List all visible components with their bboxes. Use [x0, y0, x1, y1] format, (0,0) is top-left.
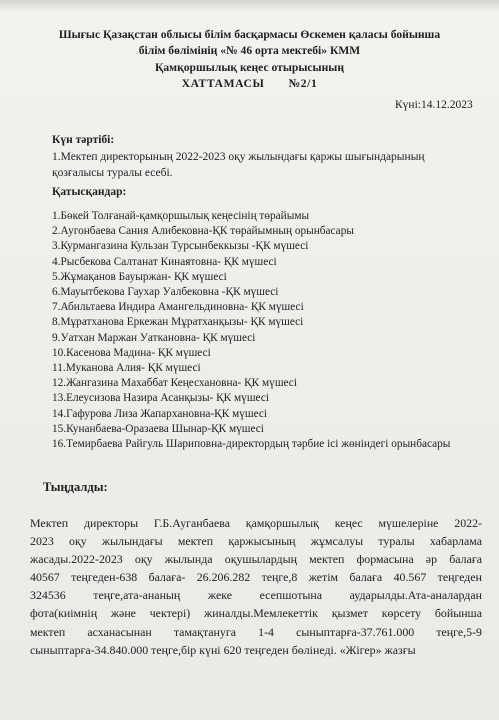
heard-line: Мектеп директоры Г.Б.Ауганбаева қамқоршылық кеңес мүшелеріне 2022- [30, 516, 482, 530]
heard-line: 40567 теңгеден-638 балаға- 26.206.282 теңге,8 жетім балаға 40.567 теңгеден [30, 570, 482, 585]
agenda-item [52, 149, 464, 181]
participant-item: 1.Бөкей Толғанай-қамқоршылық кеңесінің төрайымы [52, 210, 310, 222]
participant-item: 4.Рысбекова Салтанат Кинаятовна- ҚК мүшесі [52, 255, 277, 268]
participant-item: 9.Уатхан Маржан Уаткановна- ҚК мүшесі [52, 331, 256, 344]
participant-item: 5.Жұмақанов Бауыржан- ҚК мүшесі [52, 270, 227, 283]
heard-line: жасады.2022-2023 оқу жылында оқушылардың мектеп формасына әр балаға [30, 552, 482, 567]
agenda-heading: Күн тәртібі: [52, 134, 115, 146]
participant-item: 15.Кунанбаева-Оразаева Шынар-ҚК мүшесі [52, 422, 264, 435]
protocol-title [0, 77, 499, 90]
agenda-item-line: 1.Мектеп директорының 2022-2023 оқу жылындағы қаржы шығындарының [52, 151, 425, 163]
heard-line: 324536 теңге,ата-ананың жеке есепшотына аударылды.Ата-аналардан [30, 588, 482, 603]
participant-item: 10.Касенова Мадина- ҚК мүшесі [52, 346, 211, 359]
heard-paragraph [30, 514, 482, 659]
heard-line: фота(киімнің және чектері) жиналды.Мемлекеттік қызмет көрсету бойынша [30, 606, 482, 621]
participant-item: 16.Темирбаева Райгуль Шариповна-директордың тәрбие ісі жөніндегі орынбасары [52, 438, 451, 451]
heard-line: 2023 оқу жылындағы мектеп қаржысының жұмсалуы туралы хабарлама [30, 534, 482, 549]
participants-heading: Қатысқандар: [52, 186, 127, 198]
agenda-item-line: қозғалысы туралы есебі. [52, 167, 173, 179]
protocol-number: №2/1 [288, 77, 318, 90]
heard-line: мектеп асханасынан тамақтануга 1-4 сыныптарға-37.761.000 теңге,5-9 [30, 624, 482, 639]
participant-item: 7.Абильтаева Индира Амангельдиновна- ҚК мүшесі [52, 301, 304, 314]
heard-heading: Тыңдалды: [43, 480, 108, 494]
participant-item: 3.Курмангазина Кульзан Турсынбеккызы -ҚК мүшесі [52, 240, 309, 253]
header-school-line: білім бөлімінің «№ 46 орта мектебі» КММ [138, 44, 361, 57]
participant-item: 14.Гафурова Лиза Жапархановна-ҚК мүшесі [52, 407, 268, 420]
participant-item: 13.Елеусизова Назира Асанқызы- ҚК мүшесі [52, 392, 269, 405]
participants-list [52, 209, 472, 452]
heard-line: сыныптарға-34.840.000 теңге,бір күні 620 теңгеден бөлінеді. «Жігер» жазғы [30, 642, 416, 657]
participant-item: 8.Мұратханова Еркежан Мұратханқызы- ҚК мүшесі [52, 316, 304, 329]
meeting-date: Күні:14.12.2023 [395, 99, 473, 111]
protocol-title-text: ХАТТАМАСЫ [181, 77, 265, 90]
header-council-line: Қамқоршылық кеңес отырысының [154, 61, 345, 74]
participant-item: 2.Аугонбаева Сания Алибековна-ҚК төрайымның орынбасары [52, 225, 354, 238]
participant-item: 11.Муканова Алия- ҚК мүшесі [52, 362, 201, 375]
header-organization-line: Шығыс Қазақстан облысы білім басқармасы Өскемен қаласы бойынша [58, 28, 441, 41]
participant-item: 6.Мауытбекова Гаухар Уалбековна -ҚК мүшесі [52, 286, 279, 299]
participant-item: 12.Жангазина Махаббат Кеңесхановна- ҚК мүшесі [52, 377, 297, 390]
